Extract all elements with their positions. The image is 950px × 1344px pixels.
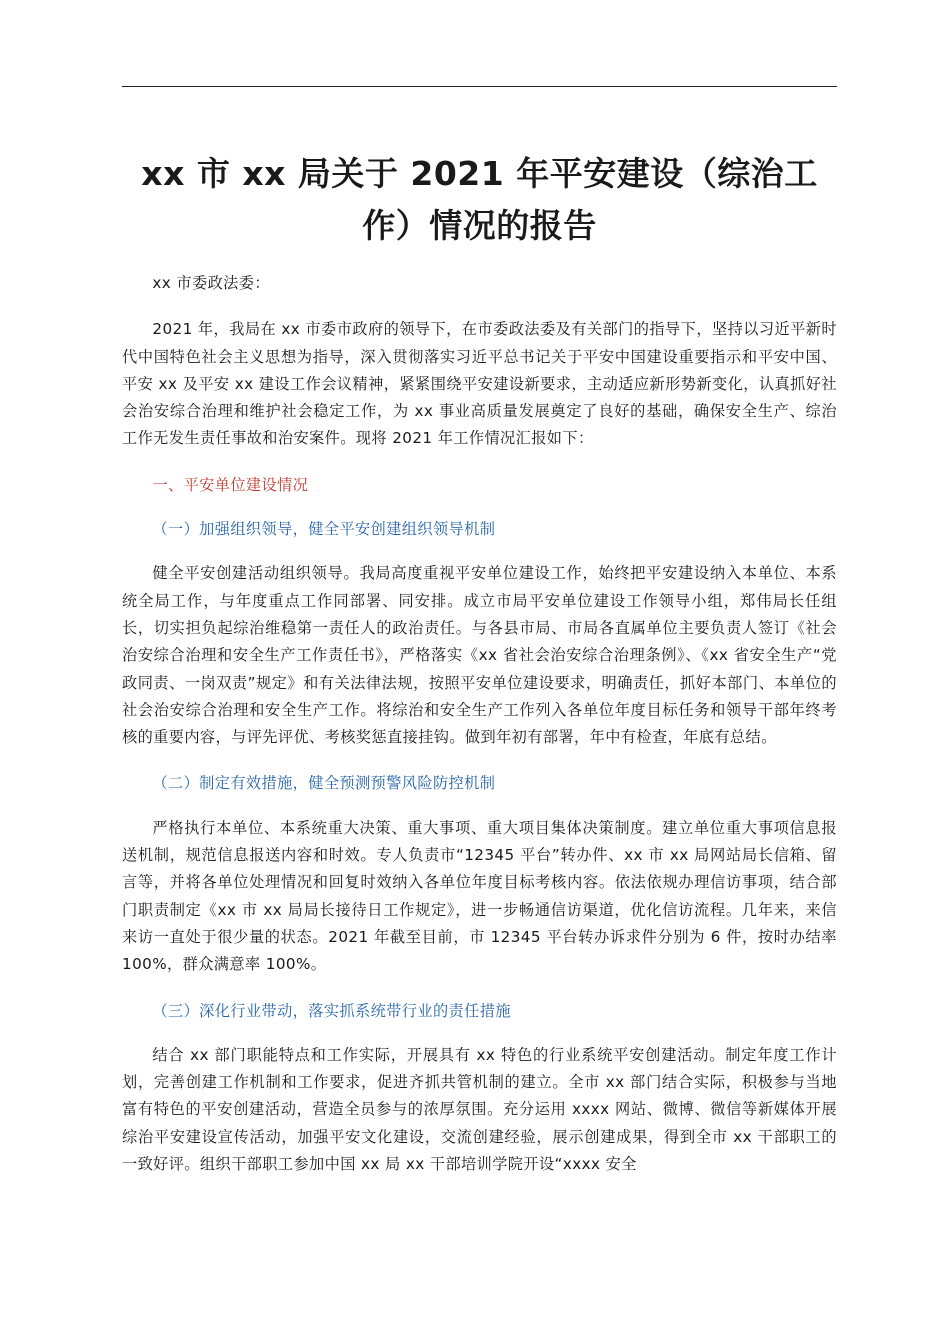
subsection-paragraph-3: 结合 xx 部门职能特点和工作实际，开展具有 xx 特色的行业系统平安创建活动。制定年度工作计划，完善创建工作机制和工作要求，促进齐抓共管机制的建立。全市 xx 部门结合实际，积极参与当地富有特色的平安创建活动，营造全员参与的浓厚氛围。充分运用 xxxx 网站、微博、微信等新媒体开展综治平安建设宣传活动，加强平安文化建设，交流创建经验，展示创建成果，得到全市 xx 干部职工的一致好评。组织干部职工参加中国 xx 局 xx 干部培训学院开设“xxxx 安全 [122, 1045, 837, 1174]
subsection-heading-2: （二）制定有效措施，健全预测预警风险防控机制 [152, 774, 496, 793]
subsection-heading-1: （一）加强组织领导，健全平安创建组织领导机制 [152, 520, 496, 539]
subsection-paragraph-1: 健全平安创建活动组织领导。我局高度重视平安单位建设工作，始终把平安建设纳入本单位、本系统全局工作，与年度重点工作同部署、同安排。成立市局平安单位建设工作领导小组，郑伟局长任组长，切实担负起综治维稳第一责任人的政治责任。与各县市局、市局各直属单位主要负责人签订《社会治安综合治理和安全生产工作责任书》，严格落实《xx 省社会治安综合治理条例》、《xx 省安全生产“党政同责、一岗双责”规定》和有关法律法规，按照平安单位建设要求，明确责任，抓好本部门、本单位的社会治安综合治理和安全生产工作。将综治和安全生产工作列入各单位年度目标任务和领导干部年终考核的重要内容，与评先评优、考核奖惩直接挂钩。做到年初有部署，年中有检查，年底有总结。 [122, 564, 837, 747]
salutation: xx 市委政法委： [152, 274, 270, 292]
document-title: xx 市 xx 局关于 2021 年平安建设（综治工作）情况的报告 [141, 154, 818, 245]
header-rule [122, 86, 837, 87]
subsection-paragraph-2: 严格执行本单位、本系统重大决策、重大事项、重大项目集体决策制度。建立单位重大事项信息报送机制，规范信息报送内容和时效。专人负责市“12345 平台”转办件、xx 市 xx 局网站局长信箱、留言等，并将各单位处理情况和回复时效纳入各单位年度目标考核内容。依法依规办理信访事项，结合部门职责制定《xx 市 xx 局局长接待日工作规定》，进一步畅通信访渠道，优化信访流程。几年来，来信来访一直处于很少量的状态。2021 年截至目前，市 12345 平台转办诉求件分别为 6 件，按时办结率 100%，群众满意率 100%。 [122, 818, 837, 974]
document-body [122, 270, 837, 1178]
subsection-heading-3: （三）深化行业带动，落实抓系统带行业的责任措施 [152, 1001, 511, 1020]
intro-paragraph: 2021 年，我局在 xx 市委市政府的领导下，在市委政法委及有关部门的指导下，坚持以习近平新时代中国特色社会主义思想为指导，深入贯彻落实习近平总书记关于平安中国建设重要指示和平安中国、平安 xx 及平安 xx 建设工作会议精神，紧紧围绕平安建设新要求，主动适应新形势新变化，认真抓好社会治安综合治理和维护社会稳定工作，为 xx 事业高质量发展奠定了良好的基础，确保安全生产、综治工作无发生责任事故和治安案件。现将 2021 年工作情况汇报如下： [122, 320, 837, 448]
section-heading-1: 一、平安单位建设情况 [152, 475, 309, 494]
